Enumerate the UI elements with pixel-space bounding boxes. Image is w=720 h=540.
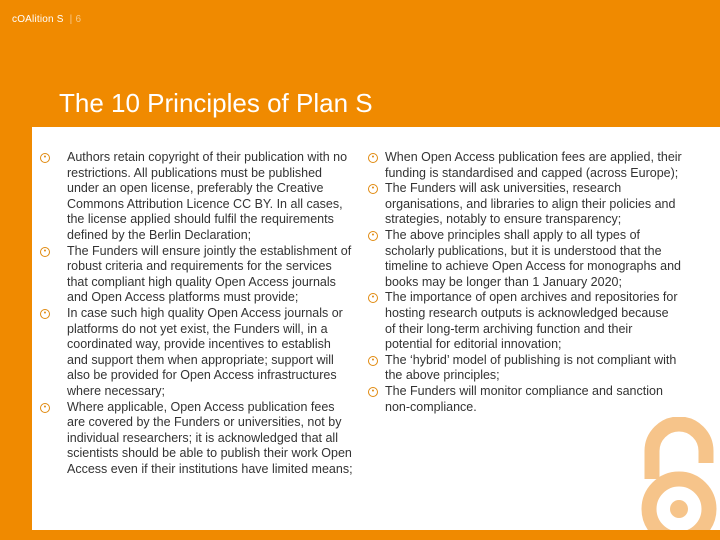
- principle-item: [43, 399, 354, 478]
- principle-text: The Funders will monitor compliance and sanction non-compliance.: [385, 383, 663, 414]
- principle-item: [371, 181, 682, 228]
- target-bullet-icon: •: [368, 153, 378, 163]
- principle-item: [371, 383, 682, 415]
- target-bullet-icon: •: [40, 247, 50, 257]
- target-bullet-icon: •: [368, 293, 378, 303]
- target-bullet-icon: •: [40, 153, 50, 163]
- content-panel: [32, 127, 720, 530]
- open-access-lock-icon: [632, 417, 720, 530]
- target-bullet-icon: •: [40, 309, 50, 319]
- brand-name: cOAlition S: [12, 14, 64, 25]
- principles-right-column: [371, 150, 682, 415]
- principle-text: When Open Access publication fees are applied, their funding is standardised and capped (across Europe);: [385, 150, 682, 180]
- principle-text: Authors retain copyright of their publication with no restrictions. All publications must be published under an open license, preferably the Creative Commons Attribution Licence CC BY. In all cases, the license applied should fulfil the requirements defined by the Berlin Declaration;: [67, 150, 348, 242]
- target-bullet-icon: •: [368, 387, 378, 397]
- principle-item: [371, 352, 682, 384]
- principle-item: [371, 227, 682, 290]
- principle-item: [43, 150, 354, 244]
- principle-item: [371, 290, 682, 352]
- target-bullet-icon: •: [40, 403, 50, 413]
- principle-item: [43, 243, 354, 306]
- principle-item: [371, 150, 682, 181]
- target-bullet-icon: •: [368, 184, 378, 194]
- slide-number: 6: [75, 14, 82, 25]
- brand-header: [12, 14, 81, 25]
- target-bullet-icon: •: [368, 231, 378, 241]
- slide-title: The 10 Principles of Plan S: [59, 88, 373, 118]
- principle-text: The above principles shall apply to all types of scholarly publications, but it is understood that the timeline to achieve Open Access for monographs and books may be longer than 1 January 2020;: [385, 227, 682, 289]
- principle-text: The Funders will ask universities, research organisations, and libraries to align their policies and strategies, notably to ensure transparency;: [385, 181, 676, 227]
- principle-item: [43, 305, 354, 400]
- principle-text: Where applicable, Open Access publication fees are covered by the Funders or universities, not by individual researchers; it is acknowledged that all scientists should be able to publish their work Open Access even if their institutions have limited means;: [67, 399, 353, 476]
- principles-left-column: [43, 150, 354, 477]
- principle-text: The Funders will ensure jointly the establishment of robust criteria and requirements for the services that compliant high quality Open Access journals and Open Access platforms must provide;: [67, 243, 352, 305]
- brand-separator: |: [69, 14, 73, 25]
- target-bullet-icon: •: [368, 356, 378, 366]
- principle-text: The ‘hybrid’ model of publishing is not compliant with the above principles;: [385, 352, 677, 383]
- principle-text: In case such high quality Open Access journals or platforms do not yet exist, the Funders will, in a coordinated way, provide incentives to establish and support them when appropriate; support will also be provided for Open Access infrastructures where necessary;: [67, 305, 343, 398]
- principle-text: The importance of open archives and repositories for hosting research outputs is acknowledged because of their long-term archiving function and their potential for editorial innovation;: [385, 290, 678, 352]
